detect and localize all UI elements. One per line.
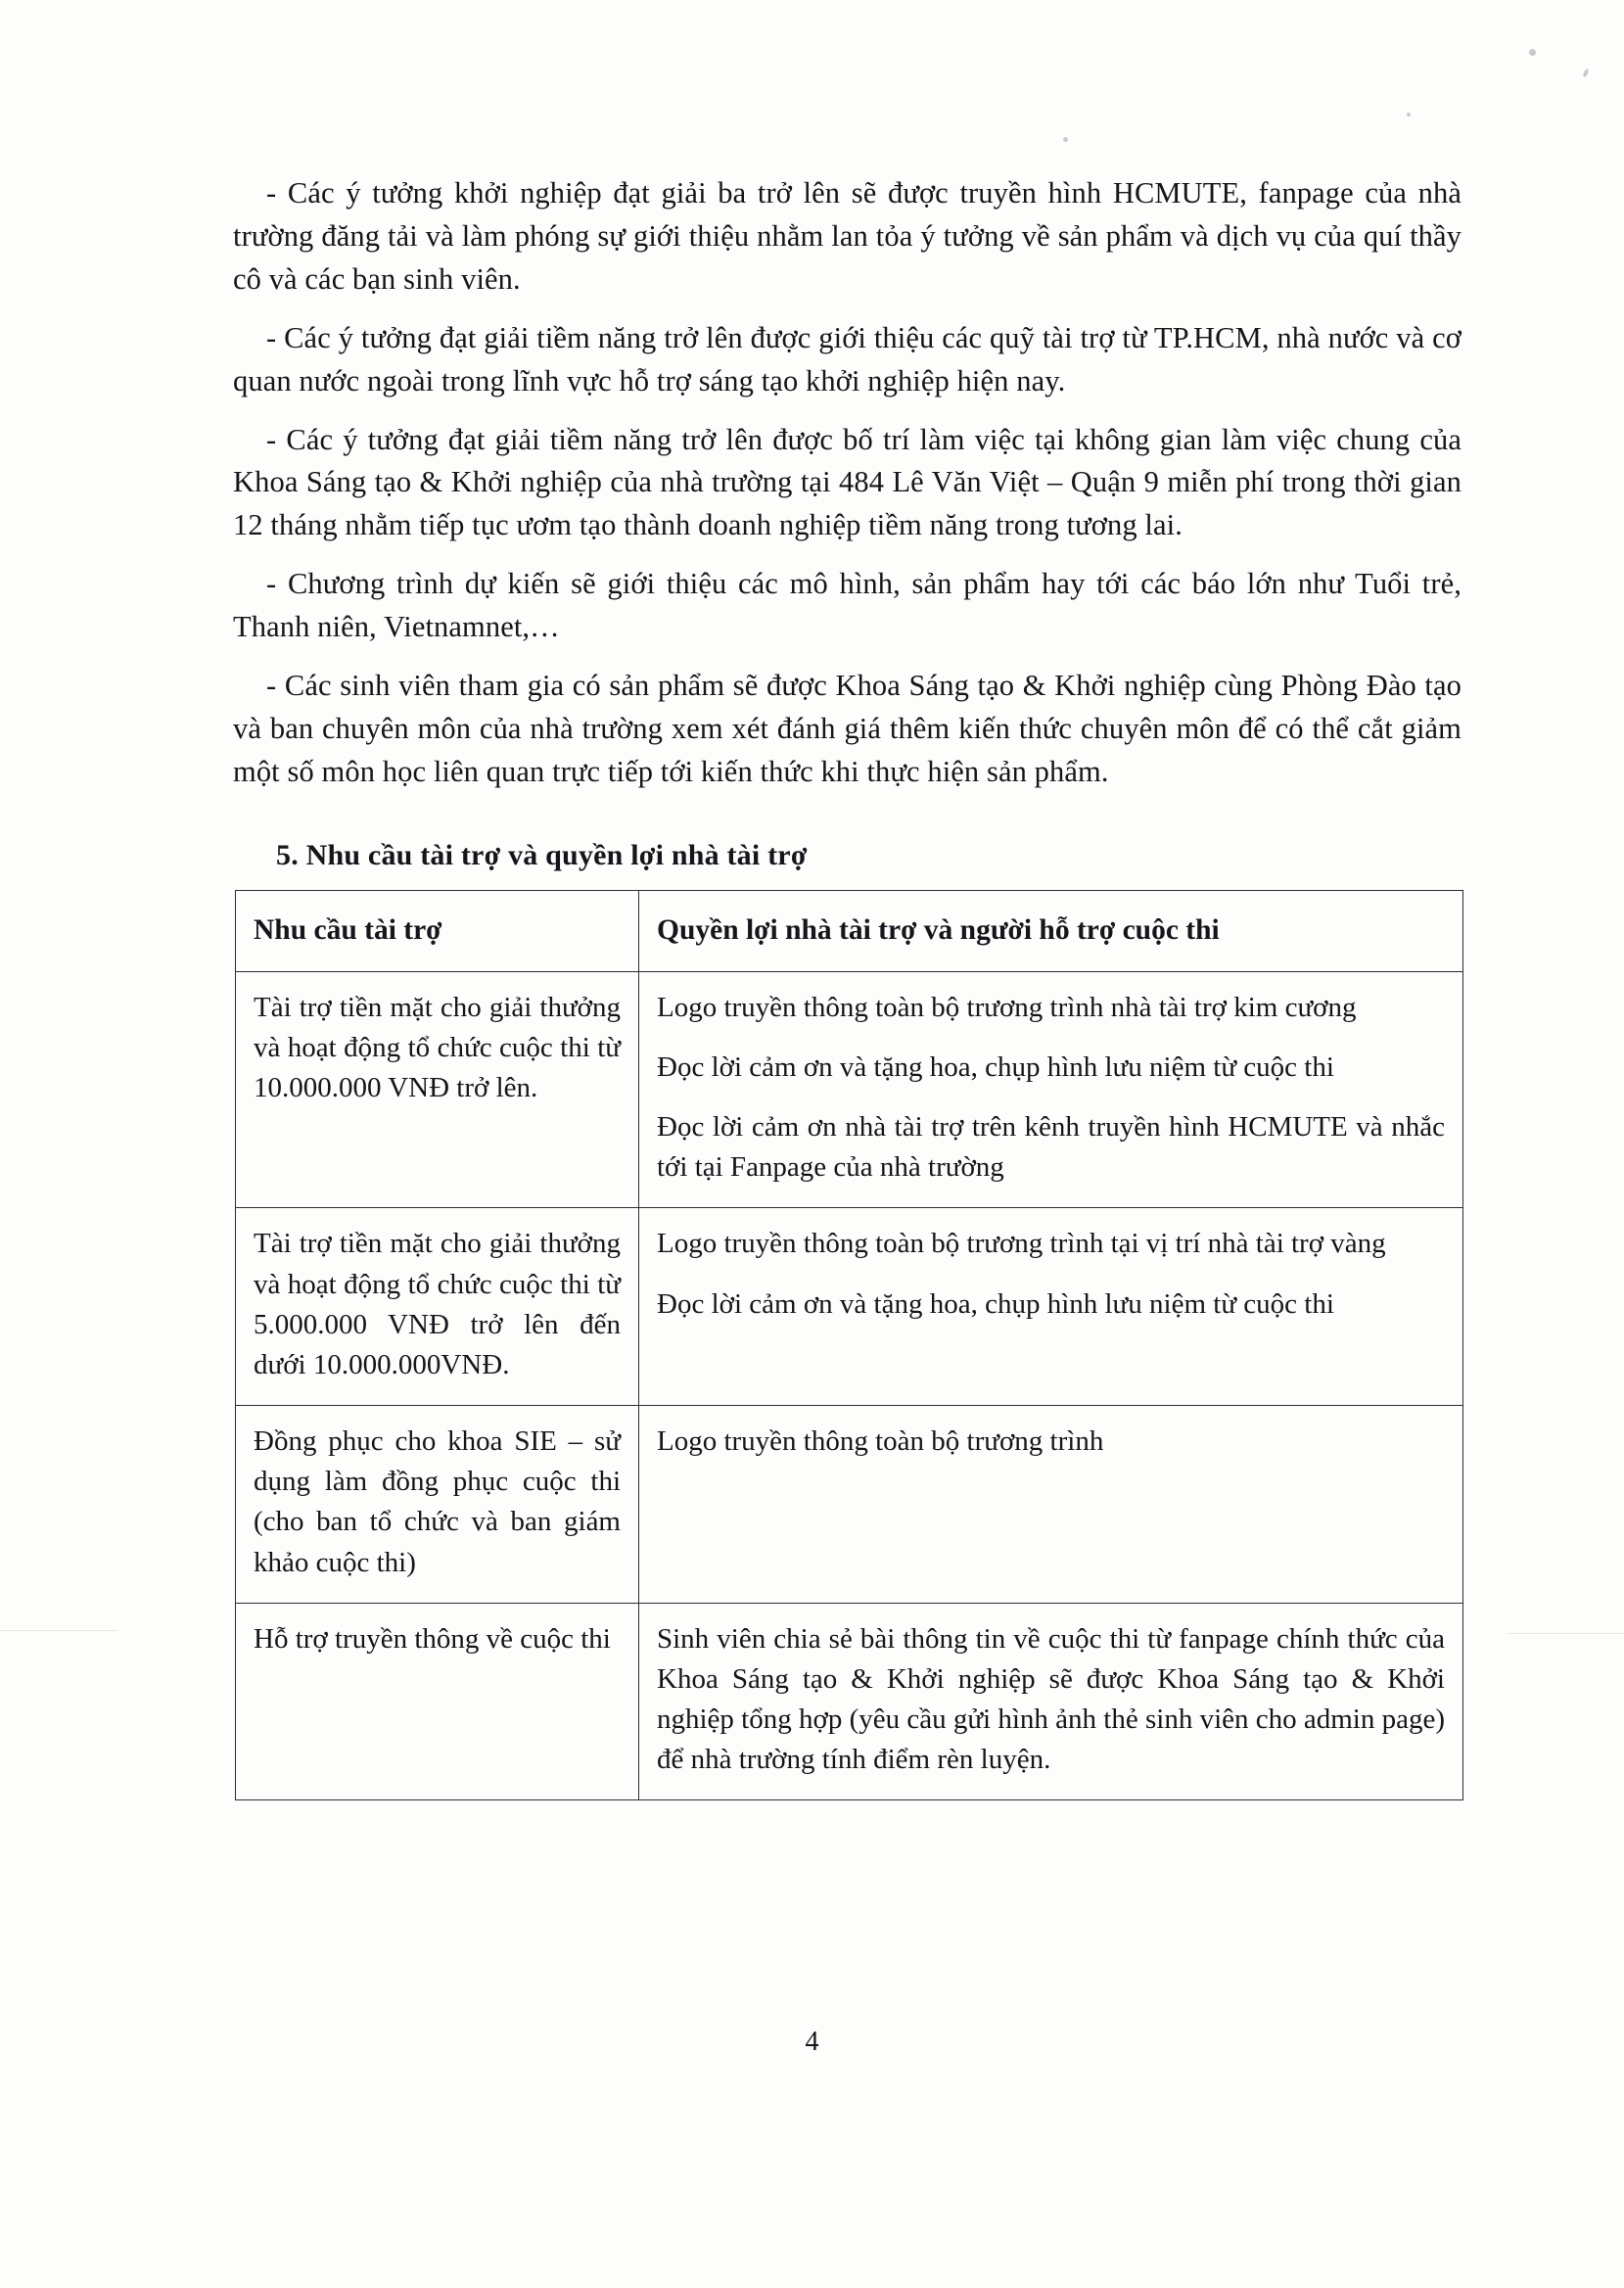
paragraph-text: - Các ý tưởng đạt giải tiềm năng trở lên được giới thiệu các quỹ tài trợ từ TP.HCM, nhà nước và cơ quan nước ngoài trong lĩnh vực hỗ trợ sáng tạo khởi nghiệp hiện nay.	[233, 320, 1462, 397]
cell-paragraph: Đọc lời cảm ơn và tặng hoa, chụp hình lưu niệm từ cuộc thi	[657, 1287, 1334, 1320]
scan-line	[1508, 1633, 1624, 1634]
table-row	[236, 1603, 1463, 1800]
document-body	[233, 172, 1462, 1800]
table-row	[236, 1406, 1463, 1604]
page-number: 4	[805, 2027, 819, 2057]
table-cell-need	[236, 1603, 639, 1800]
paragraph-2	[233, 317, 1462, 403]
table-cell-need	[236, 1406, 639, 1604]
paragraph-5	[233, 665, 1462, 794]
paragraph-text: - Các ý tưởng khởi nghiệp đạt giải ba trở lên sẽ được truyền hình HCMUTE, fanpage của nhà trường đăng tải và làm phóng sự giới thiệu nhằm lan tỏa ý tưởng về sản phẩm và dịch vụ của quí thầy cô và các bạn sinh viên.	[233, 176, 1462, 296]
cell-paragraph: Sinh viên chia sẻ bài thông tin về cuộc thi từ fanpage chính thức của Khoa Sáng tạo & Khởi nghiệp sẽ được Khoa Sáng tạo & Khởi nghiệp tổng hợp (yêu cầu gửi hình ảnh thẻ sinh viên cho admin page) để nhà trường tính điểm rèn luyện.	[657, 1622, 1446, 1776]
table-body	[236, 971, 1463, 1800]
table-cell-need	[236, 1208, 639, 1406]
table-row	[236, 971, 1463, 1208]
cell-paragraph: Logo truyền thông toàn bộ trương trình tại vị trí nhà tài trợ vàng	[657, 1228, 1386, 1260]
paragraph-1	[233, 172, 1462, 302]
table-cell-need	[236, 971, 639, 1208]
table-header-row	[236, 890, 1463, 971]
paragraph-text: - Các sinh viên tham gia có sản phẩm sẽ được Khoa Sáng tạo & Khởi nghiệp cùng Phòng Đào tạo và ban chuyên môn của nhà trường xem xét đánh giá thêm kiến thức chuyên môn để có thể cắt giảm một số môn học liên quan trực tiếp tới kiến thức khi thực hiện sản phẩm.	[233, 669, 1462, 788]
scan-speck	[1063, 137, 1068, 142]
section-heading: 5. Nhu cầu tài trợ và quyền lợi nhà tài trợ	[276, 838, 808, 871]
table-header	[236, 890, 1463, 971]
cell-paragraph: Logo truyền thông toàn bộ trương trình nhà tài trợ kim cương	[657, 991, 1357, 1023]
scan-speck	[1582, 69, 1589, 78]
scan-line	[0, 1630, 117, 1631]
table-header-benefits: Quyền lợi nhà tài trợ và người hỗ trợ cuộc thi	[639, 890, 1463, 971]
scan-speck	[1529, 49, 1536, 56]
paragraph-3	[233, 419, 1462, 548]
cell-paragraph: Đọc lời cảm ơn nhà tài trợ trên kênh truyền hình HCMUTE và nhắc tới tại Fanpage của nhà trường	[657, 1111, 1445, 1184]
sponsor-table	[235, 890, 1463, 1801]
cell-paragraph: Hỗ trợ truyền thông về cuộc thi	[254, 1622, 611, 1655]
cell-paragraph: Đọc lời cảm ơn và tặng hoa, chụp hình lưu niệm từ cuộc thi	[657, 1051, 1334, 1083]
table-cell-benefits	[639, 1603, 1463, 1800]
scan-speck	[1407, 113, 1411, 117]
table-cell-benefits	[639, 971, 1463, 1208]
paragraph-4	[233, 563, 1462, 649]
cell-paragraph: Tài trợ tiền mặt cho giải thưởng và hoạt động tổ chức cuộc thi từ 5.000.000 VNĐ trở lên đến dưới 10.000.000VNĐ.	[254, 1228, 621, 1380]
paragraph-text: - Chương trình dự kiến sẽ giới thiệu các mô hình, sản phẩm hay tới các báo lớn như Tuổi trẻ, Thanh niên, Vietnamnet,…	[233, 567, 1462, 644]
cell-paragraph: Đồng phục cho khoa SIE – sử dụng làm đồng phục cuộc thi (cho ban tổ chức và ban giám khảo cuộc thi)	[254, 1425, 621, 1578]
paragraph-text: - Các ý tưởng đạt giải tiềm năng trở lên được bố trí làm việc tại không gian làm việc chung của Khoa Sáng tạo & Khởi nghiệp của nhà trường tại 484 Lê Văn Việt – Quận 9 miễn phí trong thời gian 12 tháng nhằm tiếp tục ươm tạo thành doanh nghiệp tiềm năng trong tương lai.	[233, 422, 1462, 542]
cell-paragraph: Logo truyền thông toàn bộ trương trình	[657, 1425, 1104, 1458]
table-row	[236, 1208, 1463, 1406]
table-cell-benefits	[639, 1406, 1463, 1604]
table-header-need: Nhu cầu tài trợ	[236, 890, 639, 971]
table-cell-benefits	[639, 1208, 1463, 1406]
cell-paragraph: Tài trợ tiền mặt cho giải thưởng và hoạt động tổ chức cuộc thi từ 10.000.000 VNĐ trở lên.	[254, 991, 621, 1103]
